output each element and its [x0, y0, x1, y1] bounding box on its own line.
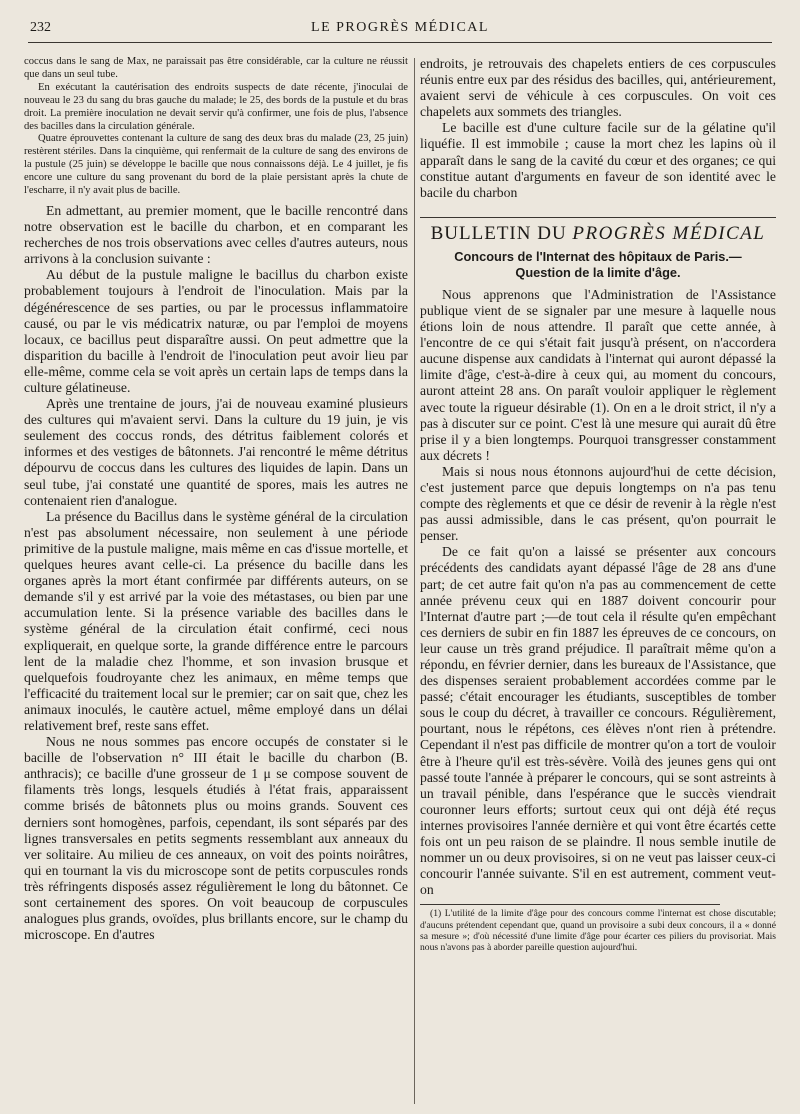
right-column — [420, 56, 776, 953]
paragraph: Le bacille est d'une culture facile sur de la gélatine qu'il liquéfie. Il est immobile ; cause la mort chez les lapins où il apparaît dans le sang de la cavité du cœur et des organes; ce qui constitue autant d'arguments en faveur de son identité avec le bacile du charbon — [420, 120, 776, 200]
small-paragraph: Quatre éprouvettes contenant la culture de sang des deux bras du malade (23, 25 juin) restèrent stériles. Dans la cinquième, qui renfermait de la culture de sang des environs de la pustule (25 juin) se développe le bacille que nous connaissons déjà. Le 4 juillet, je fis encore une culture du sang provenant du bord de la plaie persistant après la chute de l'escharre, il n'y avait plus de bacille. — [24, 133, 408, 197]
paragraph: Au début de la pustule maligne le bacillus du charbon existe probablement toujours à l'endroit de l'inoculation. Mais par la dégénérescence de ses parties, ou par le processus inflammatoire causé, ou par le vis médicatrix naturæ, ou par l'emploi de moyens locaux, ce bacillus peut disparaître aussi. On peut admettre que la disparition du bacille à l'endroit de l'inoculation peut avoir lieu par elle-même, comme cela se voit après un certain laps de temps dans la culture gélatineuse. — [24, 267, 408, 395]
small-paragraph: coccus dans le sang de Max, ne paraissait pas être considérable, car la culture ne réussit que dans un seul tube. — [24, 56, 408, 80]
page-header — [0, 14, 800, 48]
page-number: 232 — [30, 20, 51, 35]
paragraph: En admettant, au premier moment, que le bacille rencontré dans notre observation est le bacille du charbon, et en comparant les recherches de nos trois observations avec celles d'autres auteurs, nous arrivons à la conclusion suivante : — [24, 202, 408, 267]
paragraph: Après une trentaine de jours, j'ai de nouveau examiné plusieurs des cultures qui m'avaient servi. Dans la culture du 19 juin, je vis seulement des coccus ronds, des détritus faiblement colorés et informes et des vestiges de bâtonnets. J'ai rencontré le même détritus dépourvu de coccus dans les cultures des liquides de lapin. Dans un seul tube, j'ai constaté une quantité de spores, mais les autres ne contenaient rien d'analogue. — [24, 396, 408, 508]
bulletin-title-prefix: BULLETIN DU — [430, 222, 567, 244]
small-paragraph: En exécutant la cautérisation des endroits suspects de date récente, j'inoculai de nouveau le 23 du sang du bras gauche du malade; le 25, des bords de la pustule et du bras droit. La première inoculation ne devait servir qu'à confirmer, une fois de plus, l'absence des bacilles dans la circulation générale. — [24, 81, 408, 132]
column-divider — [414, 58, 415, 1104]
bulletin-subtitle-line: Question de la limite d'âge. — [515, 264, 681, 280]
bulletin-title-emphasis: PROGRÈS MÉDICAL — [572, 222, 766, 244]
footnote: (1) L'utilité de la limite d'âge pour des concours comme l'internat est chose discutable; d'aucuns prétendent cependant que, quand un provisoire a subi deux concours, il a « donné sa mesure »; d'où nécessité d'une limite d'âge pour écarter ces piliers du provisoriat. Mais nous n'avons pas à aborder pareille question aujourd'hui. — [420, 908, 776, 954]
bulletin-subtitle-line: Concours de l'Internat des hôpitaux de Paris.— — [454, 248, 742, 264]
bulletin-title — [420, 222, 776, 246]
footnote-rule — [420, 904, 720, 905]
header-rule — [28, 42, 772, 43]
paragraph: endroits, je retrouvais des chapelets entiers de ces corpuscules réunis entre eux par des résidus des bacilles, qui, antérieurement, avaient servi de véhicule à ces corpuscules. On voit ces chapelets aux sommets des triangles. — [420, 56, 776, 120]
paragraph: Nous apprenons que l'Administration de l'Assistance publique vient de se signaler par une mesure à laquelle nous étions loin de nous attendre. Il paraît que cette année, à l'encontre de ce qui s'était fait jusqu'à présent, on n'accordera aucune dispense aux candidats à l'internat qui auront dépassé la limite d'âge, c'est-à-dire à ceux qui, au moment du concours, auront atteint 28 ans. On paraît vouloir appliquer le règlement avec toute la rigueur désirable (1). On en a le droit strict, il n'y a pas à discuter sur ce point. C'est là une mesure qui aurait dû être prise il y a bien longtemps. Pourquoi transgresser constamment aux décrets ! — [420, 286, 776, 463]
paragraph: Nous ne nous sommes pas encore occupés de constater si le bacille de l'observation n° III était le bacille du charbon (B. anthracis); ce bacille d'une grosseur de 1 μ se compose souvent de filaments très longs, lesquels étudiés à l'état frais, apparaissent comme brisés de bâtonnets plus ou moins grands. Souvent ces derniers sont homogènes, parfois, cependant, ils sont séparés par des lignes transversales en petits segments ressemblant aux anneaux du ver solitaire. Au milieu de ces anneaux, on voit des points noirâtres, qui en tournant la vis du microscope sont de petits corpuscules ronds très réfringents disposés assez régulièrement le long du bâtonnet. Ce sont certainement des spores. On voit beaucoup de corpuscules analogues plus grands, ovoïdes, plus brillants encore, sur le champ du microscope. En d'autres — [24, 734, 408, 943]
bulletin-subtitle — [420, 249, 776, 281]
paragraph: La présence du Bacillus dans le système général de la circulation n'est pas absolument nécessaire, non seulement à une période primitive de la pustule maligne, mais même en cas d'issue mortelle, et quelques heures avant celle-ci. La présence du bacille dans les organes après la mort étant confirmée par différents auteurs, on se demande s'il y est arrivé par la voie des métastases, ou bien par une accumulation lente. Si la présence variable des bacilles dans le système général de la circulation était confirmé, ceci nous expliquerait, en quelque sorte, la grande différence entre le parcours lent de la maladie chez l'homme, et son invasion brusque et quelquefois foudroyante chez les animaux, en même temps que l'efficacité du traitement local sur le premier; car on sait que, chez les animaux inoculés, le cautère actuel, même employé dans un délai relativement bref, reste sans effet. — [24, 508, 408, 733]
bulletin-rule — [420, 217, 776, 218]
left-column — [24, 56, 408, 943]
running-title: LE PROGRÈS MÉDICAL — [311, 20, 489, 35]
paragraph: Mais si nous nous étonnons aujourd'hui de cette décision, c'est justement parce que depuis longtemps on n'a pas tenu compte des règlements et que ce désir de revenir à la règle n'est pas aussi admissible, dans le cas présent, qu'on pourrait le penser. — [420, 463, 776, 544]
paragraph: De ce fait qu'on a laissé se présenter aux concours précédents des candidats ayant dépassé l'âge de 28 ans d'une part; de cet autre fait qu'on n'a pas au commencement de cette année prévenu ceux qui en 1887 doivent concourir pour l'Internat d'autre part ;—de tout cela il résulte qu'en empêchant ces derniers de subir en fin 1887 les épreuves de ce concours, on leur cause un très grand préjudice. Il paraîtrait même qu'on a répondu, en février dernier, dans les bureaux de l'Assistance, que des dispenses seraient probablement accordées comme par le passé; c'était encourager les étudiants, susceptibles de tomber sous le coup du décret, à travailler ce concours. Régulièrement, pourtant, nous le répétons, ces élèves n'ont rien à prétendre. Cependant il n'est pas difficile de montrer qu'on a tort de vouloir être à l'heure qu'il est très-sévère. Voilà des jeunes gens qui ont passé toute l'année à préparer le concours, qui se sont astreints à un travail pénible, dans l'espérance que le succès viendrait couronner leurs efforts; surtout ceux qui ont déjà été reçus internes provisoires l'année dernière et qui vont être écartés cette fois ont un peu raison de se plaindre. Il nous semble inutile de nommer un ou deux provisoires, si on ne veut pas laisser ceux-ci concourir l'année suivante. S'il en est autrement, comment veut-on — [420, 544, 776, 898]
